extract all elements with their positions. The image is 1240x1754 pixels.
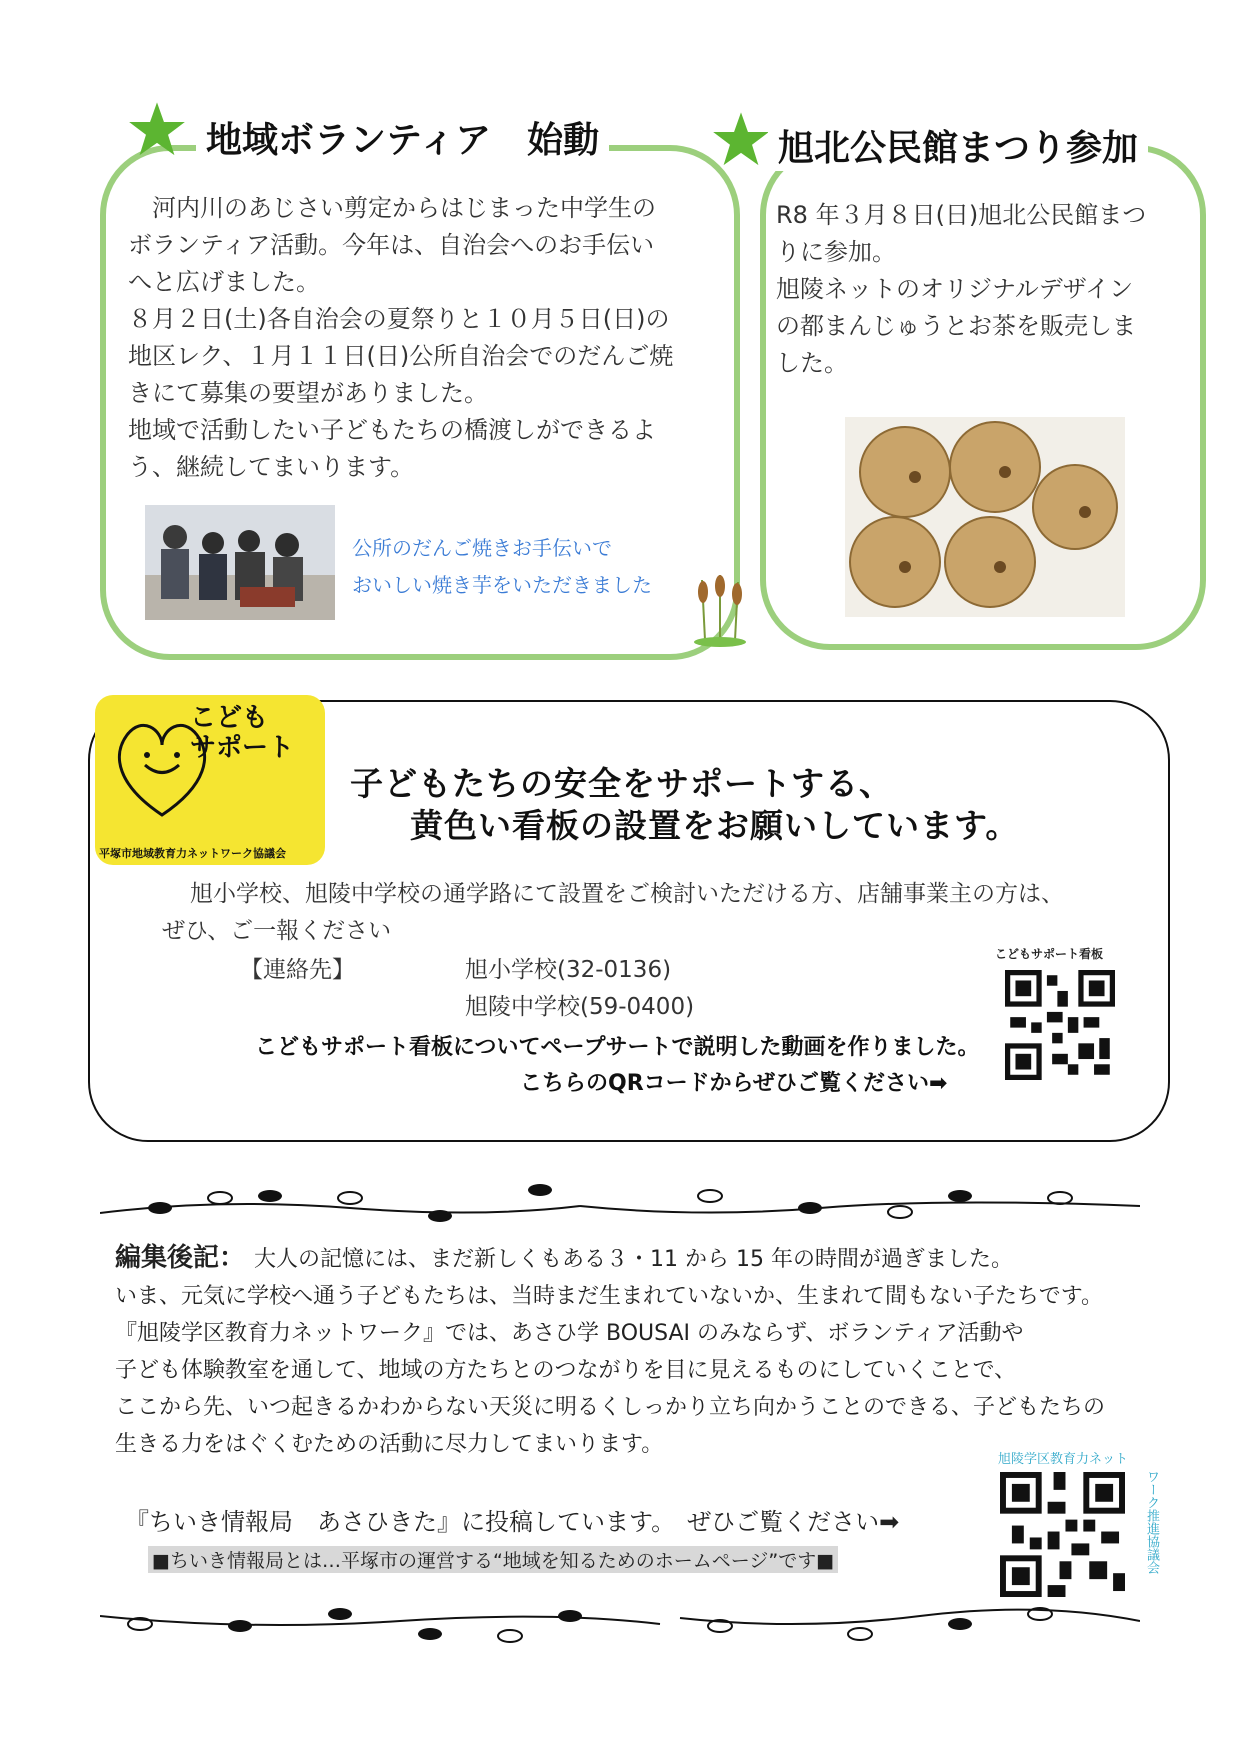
contact-asahi-elementary: 旭小学校(32-0136) <box>465 957 672 983</box>
chiiki-qr-code[interactable] <box>1000 1472 1125 1597</box>
editor-first-line: 大人の記憶には、まだ新しくもある３・11 から 15 年の時間が過ぎました。 <box>254 1247 1014 1272</box>
festival-body: R8 年３月８日(日)旭北公民館まつ りに参加。 旭陵ネットのオリジナルデザイン の都まんじゅうとお茶を販売しま した。 <box>776 201 1147 377</box>
editor-note: 編集後記： 大人の記憶には、まだ新しくもある３・11 から 15 年の時間が過ぎました。 いま、元気に学校へ通う子どもたちは、当時まだ生まれていないか、生まれて間もない子たちです。 『旭陵学区教育力ネットワーク』では、あさひ学 BOUSAI のみならず、ボランティア活動や 子ども体験教室を通して、地域の方たちとのつながりを目に見えるものにしていくことで、 ここから先、いつ起きるかわからない天災に明るくしっかり立ち向かうことのできる、子どもたちの 生きる力をはぐくむための活動に尽力してまいります。 <box>115 1243 1106 1457</box>
cattail-icon <box>690 570 750 650</box>
qr-label-side: ワーク推進協議会 <box>1144 1470 1159 1574</box>
heart-children-icon <box>107 710 217 825</box>
qr-label-top: 旭陵学区教育力ネット <box>998 1452 1129 1467</box>
festival-title: 旭北公民館まつり参加 <box>768 120 1148 171</box>
photo-caption: 公所のだんご焼きお手伝いで おいしい焼き芋をいただきました <box>352 536 652 597</box>
star-icon <box>128 100 186 158</box>
contact-label: 【連絡先】 <box>240 957 355 983</box>
volunteer-title: 地域ボランティア 始動 <box>196 112 609 163</box>
support-video-note: こどもサポート看板についてペープサートで説明した動画を作りました。 <box>255 1035 980 1060</box>
post-notice: 『ちいき情報局 あさひきた』に投稿しています。 ぜひご覧ください➡ <box>125 1508 900 1536</box>
manju-photo <box>845 417 1125 617</box>
support-body-1: 旭小学校、旭陵中学校の通学路にて設置をご検討いただける方、店舗事業主の方は、 <box>190 881 1064 907</box>
support-qr-label: こどもサポート看板 <box>995 947 1104 961</box>
support-headline-1: 子どもたちの安全をサポートする、 <box>350 764 894 803</box>
info-bar: ■ちいき情報局とは…平塚市の運営する“地域を知るためのホームページ”です■ <box>148 1546 838 1573</box>
support-body-2: ぜひ、ご一報ください <box>162 918 392 944</box>
support-headline-2: 黄色い看板の設置をお願いしています。 <box>410 806 1020 845</box>
vine-divider-top <box>100 1168 1140 1228</box>
support-qr-prompt: こちらのQRコードからぜひご覧ください➡ <box>520 1071 948 1096</box>
editor-heading: 編集後記： <box>115 1243 233 1273</box>
support-qr-code[interactable] <box>1005 970 1115 1080</box>
star-icon <box>712 110 770 168</box>
kodomo-support-logo: こども サポート 平塚市地域教育力ネットワーク協議会 <box>95 695 325 865</box>
vine-divider-bottom <box>100 1596 1140 1656</box>
volunteer-body: 河内川のあじさい剪定からはじまった中学生の ボランティア活動。今年は、自治会へのお手伝い へと広げました。 ８月２日(土)各自治会の夏祭りと１０月５日(日)の 地区レク、１月１１日(日)公所自治会でのだんご焼 きにて募集の要望がありました。 地域で活動したい子どもたちの橋渡しができるよ う、継続してまいります。 <box>128 194 674 481</box>
contact-kyoryo-junior: 旭陵中学校(59-0400) <box>465 994 695 1020</box>
students-photo <box>145 505 335 620</box>
